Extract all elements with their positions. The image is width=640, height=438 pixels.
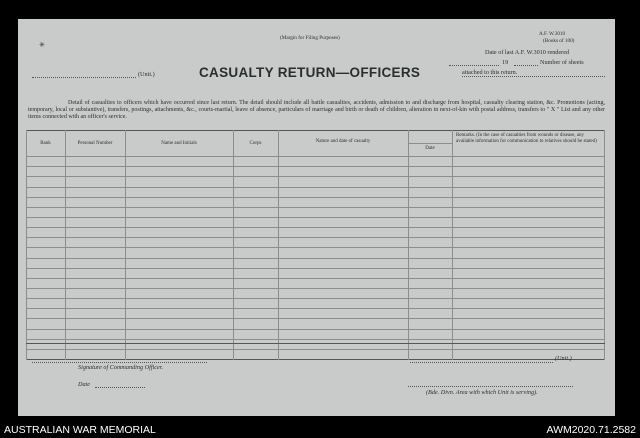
unit-label: (Unit.) [138,71,155,78]
books-note: (Books of 100) [543,38,575,44]
filing-mark: ✳ [39,41,45,49]
table-row[interactable] [26,318,605,319]
form-title: CASUALTY RETURN—OFFICERS [199,65,421,80]
number-of-sheets-label: Number of sheets [540,59,584,66]
table-row[interactable] [26,187,605,188]
col-border [26,130,27,360]
table-row[interactable] [26,197,605,198]
attached-label: attached to this return. [462,69,518,76]
col-border [65,130,66,360]
col-border [604,130,605,360]
co-signature-field[interactable] [32,362,207,363]
institution-caption: AUSTRALIAN WAR MEMORIAL [4,424,156,436]
table-end-rule [26,343,605,344]
table-row[interactable] [26,207,605,208]
area-label: (Bde. Divn. Area with which Unit is serving). [426,389,538,396]
col-header-name-initials: Name and Initials [161,141,197,146]
col-border [452,130,453,360]
col-header-personal-number: Personal Number [77,141,113,146]
co-signature-label: Signature of Commanding Officer. [78,364,164,371]
table-row[interactable] [26,166,605,167]
sheets-count-field[interactable] [514,65,538,66]
table-row[interactable] [26,247,605,248]
header-bottom-rule [26,156,605,157]
casualty-table [26,130,605,360]
accession-caption: AWM2020.71.2582 [546,424,636,436]
table-row[interactable] [26,227,605,228]
table-top-rule [26,130,605,131]
table-bottom-rule [26,359,605,360]
unit-signature-field[interactable] [410,362,553,363]
unit-field[interactable] [32,77,136,78]
area-field[interactable] [408,386,573,387]
table-row[interactable] [26,217,605,218]
instructions-text: Detail of casualties to officers which have occurred since last return. The detail should include all battle casualties, accidents, admission to and discharge from hospital, casualty clearing station, &c. Promotions (acting, temporary, local or substantive), transfers, postings, attachments, &c., courts-martial, leave of absence, particulars of marriage and birth or death of children, alteration in next-of-kin with postal address, transfers to " X " List and any other items connected with an officer's service. [28,100,605,121]
table-row[interactable] [26,278,605,279]
caption-bar [0,419,640,438]
table-row[interactable] [26,288,605,289]
attached-field[interactable] [462,76,605,77]
table-row[interactable] [26,329,605,330]
col-header-date: Date [425,146,435,151]
col-border [278,130,279,360]
table-row[interactable] [26,308,605,309]
unit-signature-label: (Unit.) [555,355,572,362]
table-row[interactable] [26,258,605,259]
year-prefix: 19 [502,59,509,66]
table-row[interactable] [26,349,605,350]
form-sheet [18,19,615,416]
table-row[interactable] [26,339,605,340]
table-row[interactable] [26,176,605,177]
year-field[interactable] [449,65,499,66]
form-code: A.F. W.3010 [539,31,566,37]
margin-note: (Margin for Filing Purposes) [280,35,340,41]
table-row[interactable] [26,237,605,238]
col-header-remarks: Remarks. (In the case of casualties from wounds or disease, any available information for communication to relatives should be stated) [456,133,597,144]
table-row[interactable] [26,298,605,299]
col-header-rank: Rank [40,141,51,146]
col-header-corps: Corps [249,141,262,146]
col-border [233,130,234,360]
date-label: Date [78,381,91,388]
col-border [408,130,409,360]
date-subheader-rule [408,143,452,144]
table-row[interactable] [26,268,605,269]
date-last-rendered: Date of last A.F. W.3010 rendered [485,49,570,56]
col-header-nature-date: Nature and date of casualty [315,139,371,144]
date-field[interactable] [95,387,145,388]
col-border [125,130,126,360]
